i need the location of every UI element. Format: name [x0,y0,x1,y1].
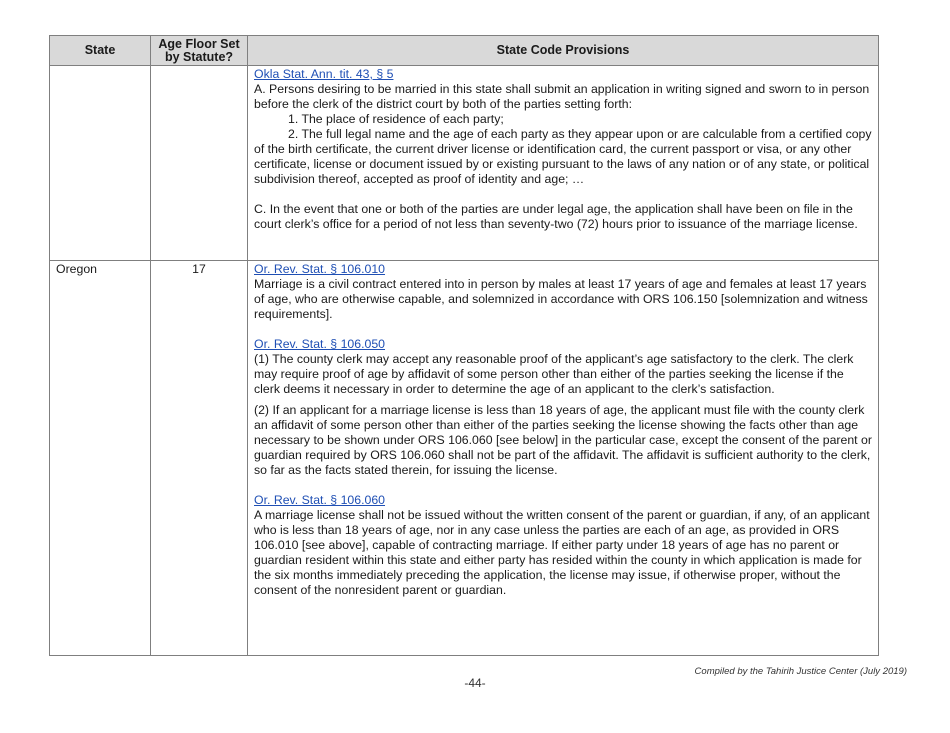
citation-link-ors-106-050[interactable]: Or. Rev. Stat. § 106.050 [254,337,386,351]
provisions-cell-oklahoma [248,66,879,261]
header-provisions: State Code Provisions [248,36,879,66]
table-row-oklahoma [50,66,879,261]
provision-item-2 [254,127,872,187]
provision-text-106-050-1: (1) The county clerk may accept any reasonable proof of the applicant’s age satisfactory to the clerk. The clerk may require proof of age by affidavit of some person other than either of the parties seeking the license if the clerk deems it necessary in order to determine the age of an applicant to the clerk’s satisfaction. [254,352,854,396]
provision-item-2-text: 2. The full legal name and the age of each party as they appear upon or are calculable from a certified copy of the birth certificate, the current driver license or identification card, the current passport or visa, or any other certificate, license or document issued by or existing pursuant to the laws of any nation or of any state, or political subdivision thereof, accepted as proof of identity and age; … [254,127,872,186]
header-row [50,36,879,66]
state-cell-oregon: Oregon [50,261,151,656]
age-cell-oklahoma [151,66,248,261]
state-code-table [49,35,879,656]
page-number: -44- [464,676,486,690]
age-cell-oregon: 17 [151,261,248,656]
footer-credit: Compiled by the Tahirih Justice Center (July 2019) [694,666,907,677]
provision-text-106-060: A marriage license shall not be issued without the written consent of the parent or guardian, if any, of an applicant who is less than 18 years of age, nor in any case unless the parties are each of an age, as provided in ORS 106.010 [see above], capable of contracting marriage. If either party under 18 years of age has no parent or guardian resident within this state and either party has resided within the county in which application is made for the six months immediately preceding the application, the license may issue, if otherwise proper, without the consent of the nonresident parent or guardian. [254,508,870,597]
header-state: State [50,36,151,66]
citation-link-okla-43-5[interactable]: Okla Stat. Ann. tit. 43, § 5 [254,67,394,81]
provision-paragraph-c: C. In the event that one or both of the parties are under legal age, the application shall have been on file in the court clerk’s office for a period of not less than seventy-two (72) hours prior to issuance of the marriage license. [254,202,858,231]
provision-text-106-050-2: (2) If an applicant for a marriage license is less than 18 years of age, the applicant must file with the county clerk an affidavit of some person other than either of the parties seeking the license showing the facts other than age necessary to be shown under ORS 106.060 [see below] in the particular case, except the consent of the parent or guardian required by ORS 106.060 shall not be part of the affidavit. The affidavit is sufficient authority to the clerk, so far as the facts stated therein, for issuing the license. [254,403,872,477]
citation-link-ors-106-010[interactable]: Or. Rev. Stat. § 106.010 [254,262,386,276]
state-cell-oklahoma [50,66,151,261]
citation-link-ors-106-060[interactable]: Or. Rev. Stat. § 106.060 [254,493,386,507]
provision-item-1: 1. The place of residence of each party; [288,112,504,126]
provision-text-106-010: Marriage is a civil contract entered into in person by males at least 17 years of age and females at least 17 years of age, who are otherwise capable, and solemnized in accordance with ORS 106.150 [solemnization and witness requirements]. [254,277,868,321]
provision-paragraph-a: A. Persons desiring to be married in this state shall submit an application in writing signed and sworn to in person before the clerk of the district court by both of the parties setting forth: [254,82,870,111]
header-age-floor [151,36,248,66]
table-row-oregon [50,261,879,656]
provisions-cell-oregon [248,261,879,656]
header-age-floor-line2: by Statute? [164,49,234,64]
header-age-floor-line1: Age Floor Set [158,36,240,51]
